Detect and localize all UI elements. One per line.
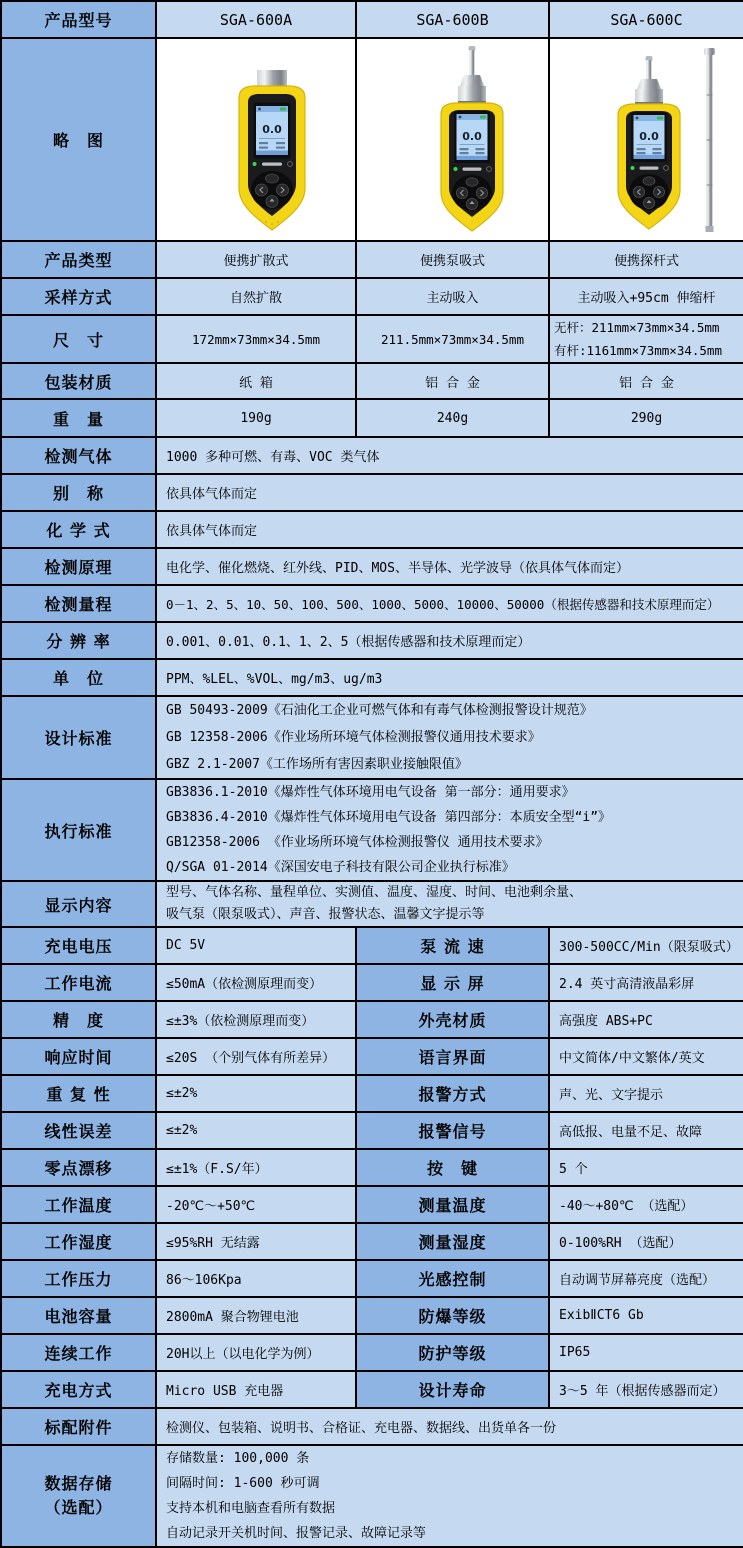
spec-label: 测量湿度: [356, 1223, 549, 1260]
spec-label: 工作压力: [1, 1260, 156, 1297]
device-photo-sga600c: [549, 38, 743, 241]
spec-label: 化 学 式: [1, 511, 156, 548]
spec-row-formula: [1, 511, 743, 548]
spec-value: ≤±3%（依检测原理而变）: [156, 1001, 356, 1038]
spec-label: 防爆等级: [356, 1297, 549, 1334]
spec-value: DC 5V: [156, 927, 356, 964]
spec-label: 产品类型: [1, 241, 156, 278]
spec-value: 存储数量: 100,000 条 间隔时间: 1-600 秒可调 支持本机和电脑查看所有数据 自动记录开关机时间、报警记录、故障记录等: [156, 1445, 743, 1547]
spec-label: 检测原理: [1, 548, 156, 585]
spec-label: 尺 寸: [1, 315, 156, 363]
spec-value: 0-100%RH （选配）: [549, 1223, 743, 1260]
spec-value: GB3836.1-2010《爆炸性气体环境用电气设备 第一部分：通用要求》 GB3836.4-2010《爆炸性气体环境用电气设备 第四部分：本质安全型“i”》 GB12358-2006 《作业场所环境气体检测报警仪 通用技术要求》 Q/SGA 01-2014《深国安电子科技有限公司企业执行标准》: [156, 779, 743, 881]
spec-label: 响应时间: [1, 1038, 156, 1075]
spec-value: 240g: [356, 399, 549, 437]
spec-label: 线性误差: [1, 1112, 156, 1149]
spec-label: 语言界面: [356, 1038, 549, 1075]
spec-row-pair: [1, 1186, 743, 1223]
spec-value: 中文简体/中文繁体/英文: [549, 1038, 743, 1075]
spec-label: 测量温度: [356, 1186, 549, 1223]
spec-row-pair: [1, 1001, 743, 1038]
spec-label: 泵 流 速: [356, 927, 549, 964]
svg-text:0.0: 0.0: [462, 129, 482, 143]
spec-label: 显 示 屏: [356, 964, 549, 1001]
header-label: 产品型号: [1, 1, 156, 38]
spec-row-dimensions: [1, 315, 743, 363]
spec-label: 报警信号: [356, 1112, 549, 1149]
table-row-header: [1, 1, 743, 38]
spec-value: 电化学、催化燃烧、红外线、PID、MOS、半导体、光学波导（依具体气体而定）: [156, 548, 743, 585]
spec-row-gases: [1, 437, 743, 474]
spec-value: 检测仪、包装箱、说明书、合格证、充电器、数据线、出货单各一份: [156, 1408, 743, 1445]
spec-label: 充电电压: [1, 927, 156, 964]
spec-row-resolution: [1, 622, 743, 659]
spec-label: 检测量程: [1, 585, 156, 622]
spec-value: 20H以上（以电化学为例）: [156, 1334, 356, 1371]
svg-text:0.0: 0.0: [262, 122, 282, 136]
gas-detector-diffusion-image: [161, 40, 351, 240]
spec-value: IP65: [549, 1334, 743, 1371]
spec-row-pair: [1, 1297, 743, 1334]
spec-row-pair: [1, 927, 743, 964]
spec-value: PPM、%LEL、%VOL、mg/m3、ug/m3: [156, 659, 743, 696]
gas-detector-probe-image: [552, 40, 742, 240]
spec-row-pair: [1, 1112, 743, 1149]
spec-value: 依具体气体而定: [156, 511, 743, 548]
spec-row-product-type: [1, 241, 743, 278]
spec-label: 外壳材质: [356, 1001, 549, 1038]
spec-label: 执行标准: [1, 779, 156, 881]
spec-row-exec-standards: [1, 779, 743, 881]
spec-value: 172mm×73mm×34.5mm: [156, 315, 356, 363]
spec-row-pair: [1, 1371, 743, 1408]
spec-value: 5 个: [549, 1149, 743, 1186]
spec-value: 高低报、电量不足、故障: [549, 1112, 743, 1149]
spec-value: ≤50mA（依检测原理而变）: [156, 964, 356, 1001]
spec-row-units: [1, 659, 743, 696]
spec-value: 无杆：211mm×73mm×34.5mm 有杆:1161mm×73mm×34.5mm: [549, 315, 743, 363]
spec-label: 工作电流: [1, 964, 156, 1001]
spec-label: 连续工作: [1, 1334, 156, 1371]
spec-value: 便携扩散式: [156, 241, 356, 278]
spec-value: 声、光、文字提示: [549, 1075, 743, 1112]
spec-row-pair: [1, 1149, 743, 1186]
spec-value: 纸 箱: [156, 363, 356, 399]
spec-label: 重 量: [1, 399, 156, 437]
spec-value: ≤95%RH 无结露: [156, 1223, 356, 1260]
spec-label: 采样方式: [1, 278, 156, 315]
spec-row-weight: [1, 399, 743, 437]
spec-label: 按 键: [356, 1149, 549, 1186]
table-row-sketch: [1, 38, 743, 241]
spec-label: 包装材质: [1, 363, 156, 399]
spec-value: 2.4 英寸高清液晶彩屏: [549, 964, 743, 1001]
spec-label: 工作湿度: [1, 1223, 156, 1260]
spec-value: 自然扩散: [156, 278, 356, 315]
spec-value: 主动吸入: [356, 278, 549, 315]
spec-value: ≤±2%: [156, 1075, 356, 1112]
device-photo-sga600a: [156, 38, 356, 241]
spec-label: 标配附件: [1, 1408, 156, 1445]
spec-label: 别 称: [1, 474, 156, 511]
spec-value: 190g: [156, 399, 356, 437]
spec-row-data-storage: [1, 1445, 743, 1547]
spec-value: 型号、气体名称、量程单位、实测值、温度、湿度、时间、电池剩余量、 吸气泵（限泵吸式）、声音、报警状态、温馨文字提示等: [156, 881, 743, 927]
spec-row-pair: [1, 1075, 743, 1112]
spec-value: 2800mA 聚合物锂电池: [156, 1297, 356, 1334]
spec-row-pair: [1, 1038, 743, 1075]
spec-label: 检测气体: [1, 437, 156, 474]
spec-value: 铝 合 金: [356, 363, 549, 399]
spec-value: 211.5mm×73mm×34.5mm: [356, 315, 549, 363]
spec-label: 设计标准: [1, 696, 156, 779]
spec-value: ≤20S （个别气体有所差异）: [156, 1038, 356, 1075]
spec-value: 主动吸入+95cm 伸缩杆: [549, 278, 743, 315]
spec-row-pair: [1, 1223, 743, 1260]
spec-label: 工作温度: [1, 1186, 156, 1223]
model-name-a: SGA-600A: [156, 1, 356, 38]
spec-value: 3～5 年（根据传感器而定）: [549, 1371, 743, 1408]
spec-row-pair: [1, 1334, 743, 1371]
spec-value: ExibⅡCT6 Gb: [549, 1297, 743, 1334]
spec-value: 铝 合 金: [549, 363, 743, 399]
spec-label: 防护等级: [356, 1334, 549, 1371]
spec-value: 便携泵吸式: [356, 241, 549, 278]
spec-row-principle: [1, 548, 743, 585]
spec-label: 单 位: [1, 659, 156, 696]
telescopic-rod-tip: [704, 48, 715, 55]
spec-row-range: [1, 585, 743, 622]
telescopic-rod: [706, 55, 712, 232]
spec-value: 290g: [549, 399, 743, 437]
spec-value: -20℃～+50℃: [156, 1186, 356, 1223]
spec-label: 充电方式: [1, 1371, 156, 1408]
spec-value: 高强度 ABS+PC: [549, 1001, 743, 1038]
spec-value: 86～106Kpa: [156, 1260, 356, 1297]
spec-row-alias: [1, 474, 743, 511]
spec-label: 精 度: [1, 1001, 156, 1038]
spec-label: 数据存储 （选配）: [1, 1445, 156, 1547]
model-name-c: SGA-600C: [549, 1, 743, 38]
gas-detector-pump-image: [361, 40, 544, 240]
spec-value: 0－1、2、5、10、50、100、500、1000、5000、10000、50000（根据传感器和技术原理而定）: [156, 585, 743, 622]
spec-value: ≤±1%（F.S/年）: [156, 1149, 356, 1186]
spec-row-sampling: [1, 278, 743, 315]
spec-value: 300-500CC/Min（限泵吸式）: [549, 927, 743, 964]
spec-label: 光感控制: [356, 1260, 549, 1297]
sketch-label: 略 图: [1, 38, 156, 241]
spec-label: 显示内容: [1, 881, 156, 927]
spec-label: 重 复 性: [1, 1075, 156, 1112]
spec-row-pair: [1, 964, 743, 1001]
spec-row-pair: [1, 1260, 743, 1297]
spec-value: 1000 多种可燃、有毒、VOC 类气体: [156, 437, 743, 474]
spec-label: 分 辨 率: [1, 622, 156, 659]
spec-value: 0.001、0.01、0.1、1、2、5（根据传感器和技术原理而定）: [156, 622, 743, 659]
spec-row-packaging: [1, 363, 743, 399]
svg-text:0.0: 0.0: [638, 129, 659, 143]
spec-row-design-standards: [1, 696, 743, 779]
device-photo-sga600b: [356, 38, 549, 241]
spec-value: 自动调节屏幕亮度（选配）: [549, 1260, 743, 1297]
spec-label: 设计寿命: [356, 1371, 549, 1408]
spec-value: -40～+80℃ （选配）: [549, 1186, 743, 1223]
spec-row-display-content: [1, 881, 743, 927]
spec-value: Micro USB 充电器: [156, 1371, 356, 1408]
spec-value: ≤±2%: [156, 1112, 356, 1149]
spec-label: 零点漂移: [1, 1149, 156, 1186]
model-name-b: SGA-600B: [356, 1, 549, 38]
spec-value: 依具体气体而定: [156, 474, 743, 511]
spec-value: GB 50493-2009《石油化工企业可燃气体和有毒气体检测报警设计规范》 GB 12358-2006《作业场所环境气体检测报警仪通用技术要求》 GBZ 2.1-2007《工作场所有害因素职业接触限值》: [156, 696, 743, 779]
spec-label: 电池容量: [1, 1297, 156, 1334]
spec-label: 报警方式: [356, 1075, 549, 1112]
spec-value: 便携探杆式: [549, 241, 743, 278]
spec-row-accessories: [1, 1408, 743, 1445]
